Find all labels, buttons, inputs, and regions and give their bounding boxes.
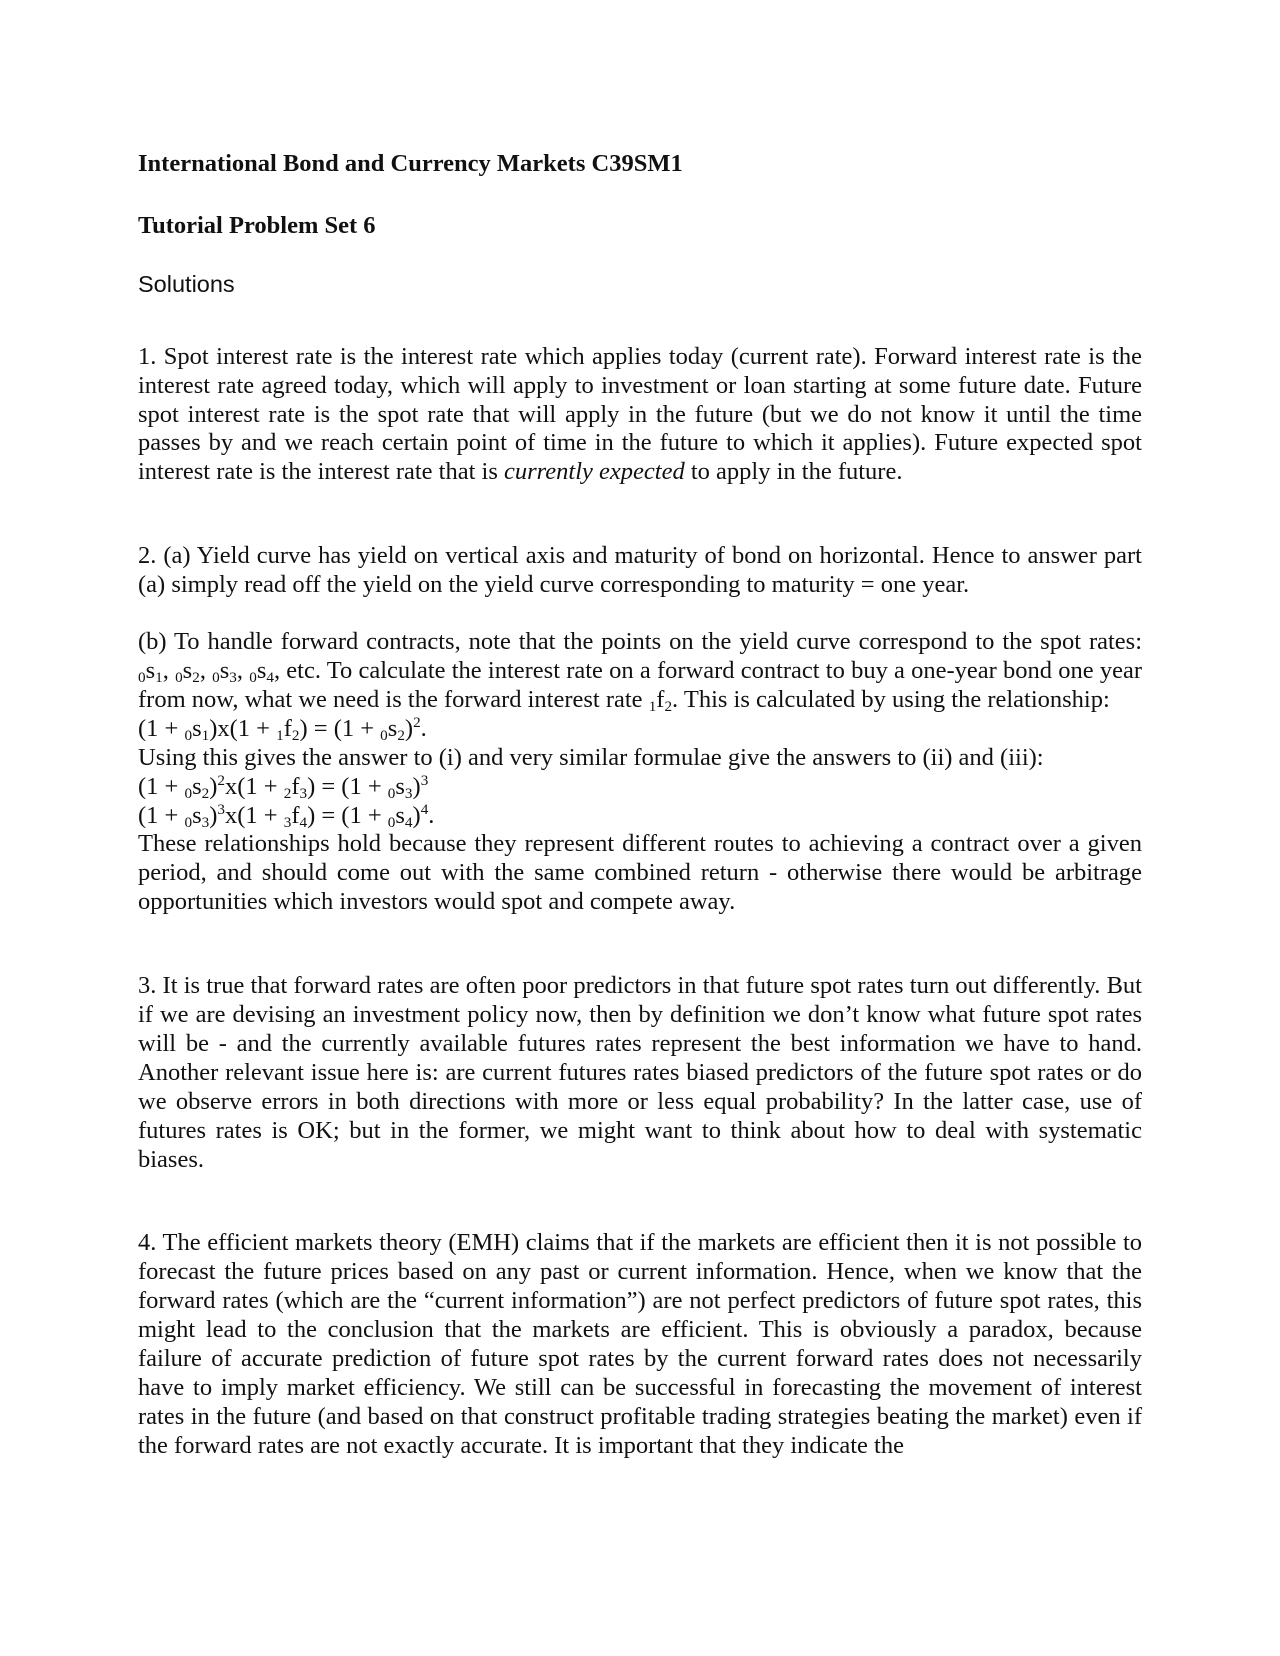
document-subtitle: Tutorial Problem Set 6 [138,211,376,239]
equation-3: $(1 + _0s_3)^3x(1 + _3f_4) = (1 + _0s_4)^4$. [138,800,435,831]
answer-4: 4. The efficient markets theory (EMH) claims that if the markets are efficient then it is not possible to forecast the future prices based on any past or current information. Hence, when we know that the forward rates (which are the “current information”) are not perfect predictors of future spot rates, this might lead to the conclusion that the markets are efficient. This is obviously a paradox, because failure of accurate prediction of future spot rates by the current forward rates does not necessarily have to imply market efficiency. We still can be successful in forecasting the movement of interest rates in the future (and based on that construct profitable trading strategies beating the market) even if the forward rates are not exactly accurate. It is important that they indicate the [138,1229,1142,1459]
answer-2b-continuation: , etc. To calculate the interest rate on a forward contract to buy a one-year bond one year from now, what we need is the forward interest rate [138,656,1143,713]
answer-2b-relationship-label: . This is calculated by using the relationship: [672,685,1110,713]
answer-2b-paragraph: (b) To handle forward contracts, note that the points on the yield curve correspond to the spot rates: $_0s_1$, $_0s_2$, $_0s_3$, $_0s_4$, etc. To calculate the interest rate on a forward contract to buy a one-year bond one year from now, what we need is the forward interest rate $_1f_2$. This is calculated by using the relationship: [138,628,1143,715]
answer-1 [138,343,1142,488]
answer-2a: 2. (a) Yield curve has yield on vertical axis and maturity of bond on horizontal. Hence to answer part (a) simply read off the yield on the yield curve corresponding to maturity = one year. [138,542,1142,599]
answer-2b-closing: These relationships hold because they represent different routes to achieving a contract over a given period, and should come out with the same combined return - otherwise there would be arbitrage opportunities which investors would spot and compete away. [138,830,1142,916]
answer-1-tail: to apply in the future. [684,458,903,486]
equation-2: $(1 + _0s_2)^2x(1 + _2f_3) = (1 + _0s_3)^3$ [138,771,429,802]
section-heading: Solutions [138,270,235,297]
answer-2b-intro: (b) To handle forward contracts, note that the points on the yield curve correspond to the spot rates: [138,628,1142,656]
answer-3: 3. It is true that forward rates are often poor predictors in that future spot rates turn out differently. But if we are devising an investment policy now, then by definition we don’t know what future spot rates will be - and the currently available futures rates represent the best information we have to hand. Another relevant issue here is: are current futures rates biased predictors of the future spot rates or do we observe errors in both directions with more or less equal probability? In the latter case, use of futures rates is OK; but in the former, we might want to think about how to deal with systematic biases. [138,972,1142,1173]
answer-1-emphasis: currently expected [504,458,685,486]
answer-2b [138,628,1142,917]
document-page [138,150,1142,1461]
answer-1-text: 1. Spot interest rate is the interest rate which applies today (current rate). Forward interest rate is the interest rate agreed today, which will apply to investment or loan starting at some future date. Future spot interest rate is the spot rate that will apply in the future (but we do not know it until the time passes by and we reach certain point of time in the future to which it applies). Future expected spot interest rate is the interest rate that is [138,342,1142,486]
document-title: International Bond and Currency Markets C39SM1 [138,150,683,177]
equation-1: $(1 + _0s_1)x(1 + _1f_2) = (1 + _0s_2)^2$. [138,713,427,744]
answer-2b-using: Using this gives the answer to (i) and very similar formulae give the answers to (ii) and (iii): [138,743,1044,771]
